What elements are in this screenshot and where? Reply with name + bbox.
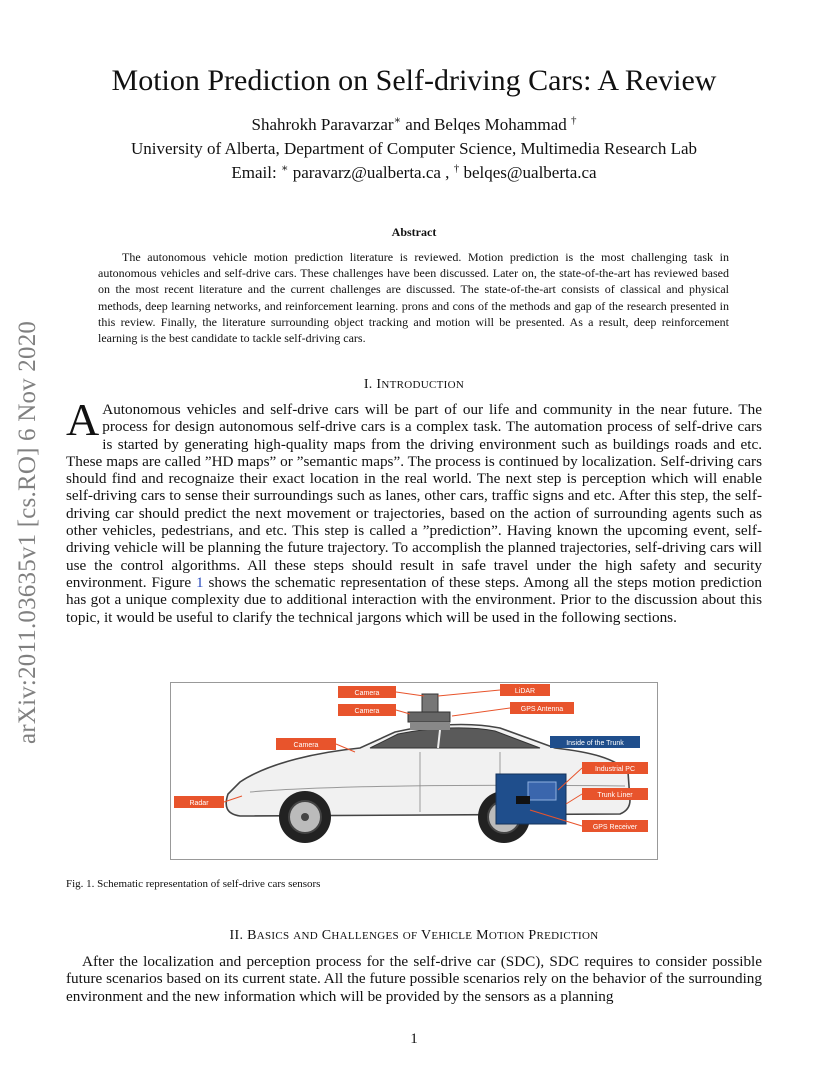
intro-text-part2: shows the schematic representation of these steps. Among all the steps motion prediction has got a unique complexity due to additional interaction with the environment. Prior to the discussion about this topic, it would be useful to clarify the technical jargons which will be used in the following sections. bbox=[66, 573, 762, 626]
email-mark: † bbox=[453, 162, 460, 175]
title-initial: P bbox=[528, 928, 537, 943]
email-address[interactable]: paravarz@ualberta.ca , bbox=[292, 163, 450, 182]
title-word: OF bbox=[402, 930, 418, 942]
title-initial: M bbox=[476, 928, 489, 943]
title-rest: HALLENGES bbox=[331, 930, 399, 942]
title-initial: C bbox=[321, 928, 332, 943]
label-lidar: LiDAR bbox=[514, 688, 536, 695]
drop-cap: A bbox=[66, 394, 100, 445]
title-initial: B bbox=[247, 928, 257, 943]
title-rest: ASICS bbox=[256, 930, 290, 942]
section-title-initial: I bbox=[376, 377, 382, 392]
section-heading-basics bbox=[40, 928, 788, 944]
label-industrial-pc: Industrial PC bbox=[594, 766, 636, 773]
section-number: I. bbox=[363, 377, 373, 392]
section-number: II. bbox=[229, 928, 244, 943]
email-mark: ∗ bbox=[280, 162, 289, 175]
basics-paragraph: After the localization and perception process for the self-drive car (SDC), SDC requires to consider possible future scenarios based on its current state. All the future possible scenarios rely on the behavior of the surrounding environment and the new information which will be provided by the sensors as a planning bbox=[66, 953, 762, 1005]
email-address[interactable]: belqes@ualberta.ca bbox=[463, 163, 597, 182]
email-line bbox=[40, 162, 788, 184]
section-heading-introduction bbox=[40, 377, 788, 393]
author-connector: and bbox=[405, 115, 430, 134]
label-gps-antenna: GPS Antenna bbox=[520, 706, 564, 713]
figure-1-caption: Fig. 1. Schematic representation of self-drive cars sensors bbox=[66, 878, 321, 890]
figure-reference-link[interactable]: 1 bbox=[196, 573, 204, 591]
author-name: Belqes Mohammad bbox=[434, 115, 567, 134]
abstract-text: The autonomous vehicle motion prediction literature is reviewed. Motion prediction is the most challenging task in autonomous vehicles and self-drive cars. These challenges have been discussed. Later on, the state-of-the-art has reviewed based on the most recent literature and the current challenges are discussed. The state-of-the-art consists of classical and physical methods, deep learning networks, and reinforcement learning. prons and cons of the methods and gap of the research presented in this review. Finally, the literature surrounding object tracking and motion will be presented. As a result, deep reinforcement learning is the best candidate to tackle self-driving cars. bbox=[98, 250, 729, 346]
title-rest: EHICLE bbox=[431, 930, 473, 942]
label-camera-mid: Camera bbox=[354, 708, 380, 715]
author-list bbox=[40, 114, 788, 136]
author-mark: ∗ bbox=[393, 114, 402, 127]
title-word: AND bbox=[293, 930, 318, 942]
author-mark: † bbox=[571, 114, 577, 127]
label-camera-left: Camera bbox=[293, 742, 319, 749]
label-trunk-liner: Trunk Liner bbox=[597, 792, 633, 799]
author-name: Shahrokh Paravarzar bbox=[251, 115, 394, 134]
figure-1-sensor-diagram bbox=[170, 682, 658, 860]
section-title-rest: NTRODUCTION bbox=[381, 379, 465, 391]
affiliation: University of Alberta, Department of Computer Science, Multimedia Research Lab bbox=[130, 139, 698, 158]
intro-paragraph bbox=[66, 394, 762, 626]
abstract-heading: Abstract bbox=[391, 225, 437, 239]
title-initial: V bbox=[420, 928, 432, 943]
label-inside-trunk: Inside of the Trunk bbox=[566, 740, 624, 747]
arxiv-stamp: arXiv:2011.03635v1 [cs.RO] 6 Nov 2020 bbox=[14, 320, 41, 744]
intro-text-part1: Autonomous vehicles and self-drive cars will be part of our life and community in the near future. The process for design autonomous self-drive cars is a complex task. The automation process of self-drive cars is started by generating high-quality maps from the driving environment such as buildings roads and etc. These maps are called ”HD maps” or ”semantic maps”. The process is continued by localization. Self-driving cars should find and recognaize their exact location in the real world. The next step is perception which will enable self-driving cars to sense their surroundings such as lanes, other cars, traffic signs and etc. After this step, the self-driving car should predict the next movement or trajectories, based on the action of surrounding agents such as other vehicles, pedestrians, and etc. This step is called a ”prediction”. Having known the upcoming event, self-driving vehicle will be planning the future trajectory. To accomplish the planned trajectories, self-driving cars will use the control algorithms. All these steps should result in safe travel under the high safety and security environment. Figure bbox=[66, 401, 762, 591]
title-rest: OTION bbox=[488, 930, 525, 942]
label-radar: Radar bbox=[189, 800, 209, 807]
email-label: Email: bbox=[231, 163, 277, 182]
page-number: 1 bbox=[410, 1031, 418, 1047]
title-rest: REDICTION bbox=[536, 930, 599, 942]
label-gps-receiver: GPS Receiver bbox=[592, 824, 638, 831]
label-camera-top: Camera bbox=[354, 690, 380, 697]
paper-title: Motion Prediction on Self-driving Cars: A Review bbox=[111, 64, 717, 97]
